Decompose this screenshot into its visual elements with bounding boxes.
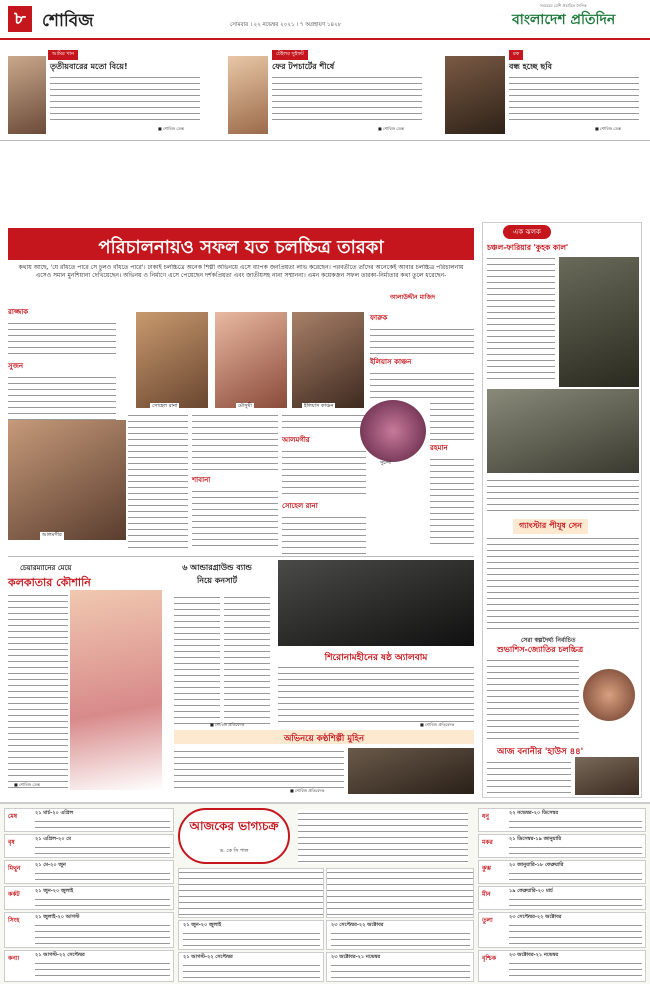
suchanda-photo bbox=[360, 400, 426, 462]
zodiac-box-10 bbox=[478, 834, 646, 858]
lead-author: আলাউদ্দীন মাজিদ bbox=[390, 294, 436, 301]
koushani-title: কলকাতার কৌশানি bbox=[8, 576, 91, 589]
house44-photo bbox=[575, 757, 639, 795]
zodiac-box-centre bbox=[326, 952, 474, 982]
zodiac-text bbox=[509, 844, 642, 855]
zodiac-date: ২৩ অক্টোবর-২১ নভেম্বর bbox=[331, 954, 381, 960]
rock-photo bbox=[445, 56, 505, 134]
photo-caption: আলমগীর bbox=[42, 532, 62, 538]
amir-photo bbox=[8, 56, 46, 134]
lead-intro: কথায় আছে, 'যে রাঁধতে পারে সে চুলও বাঁধতে পারে'। ঢাকাই চলচ্চিত্রে অনেক শিল্পী অভিনয়ে এসে ব্যাপক জনপ্রিয়তা লাভ করেছেন। পরবর্তীতে তাঁদের অনেকেই আবার চলচ্চিত্র পরিচালনায় এসেও সমান মুনশিয়ানা দেখিয়েছেন। অভিনয় ও নির্মাণে এসে পেয়েছেন দর্শকপ্রিয়তা এবং জাতীয়সহ নানা সম্মাননা। এমন কয়েকজন সফল তারকা-নির্মাতার কথা তুলে ধরেছেন- bbox=[18, 264, 464, 279]
shironamhin-title: শিরোনামহীনের ষষ্ঠ অ্যালবাম bbox=[324, 653, 428, 663]
photo-caption: সোহেল রানা bbox=[152, 403, 178, 409]
zodiac-text bbox=[331, 962, 470, 979]
zodiac-date: ২১ জুন-২০ জুলাই bbox=[183, 922, 222, 928]
story-tag: টেইলর সুইফট bbox=[272, 50, 308, 60]
zodiac-date: ২৩ সেপ্টেম্বর-২২ অক্টোবর bbox=[331, 922, 384, 928]
subhead: সুজন bbox=[8, 362, 24, 370]
kuhok-kal-photo bbox=[559, 257, 639, 387]
zodiac-date: ১৯ ফেব্রুয়ারি-২০ মার্চ bbox=[509, 888, 553, 894]
zodiac-date: ২১ এপ্রিল-২০ মে bbox=[35, 836, 72, 842]
sidebar-story4-body bbox=[487, 759, 571, 795]
zodiac-name: মেষ bbox=[8, 813, 18, 820]
sidebar-story3-sub: শুভাশিস-জ্যোতির চলচ্চিত্র bbox=[497, 645, 584, 654]
zodiac-text bbox=[35, 960, 170, 979]
photo-caption: মৌসুমী bbox=[238, 403, 252, 409]
zodiac-box-5 bbox=[4, 912, 174, 948]
story-title: ফের টপচার্টের শীর্ষে bbox=[272, 62, 335, 71]
top-story-rock bbox=[445, 50, 645, 135]
band-body-2 bbox=[224, 594, 270, 724]
horoscope-title-box bbox=[178, 808, 290, 864]
masthead: বাংলাদেশ প্রতিদিন bbox=[512, 12, 616, 28]
lead-col-5b bbox=[430, 400, 474, 550]
zodiac-text bbox=[35, 896, 170, 907]
masthead-tag: সবচেয়ে বেশি প্রচারিত দৈনিক bbox=[540, 3, 587, 8]
koushani-kicker: চেয়ারম্যানের মেয়ে bbox=[20, 564, 72, 572]
zodiac-date: ২১ মার্চ-২০ এপ্রিল bbox=[35, 810, 74, 816]
story-tag: আমির খান bbox=[48, 50, 78, 60]
lead-col-1 bbox=[8, 306, 116, 418]
subhead: রহমান bbox=[430, 444, 448, 452]
koushani-photo bbox=[70, 590, 162, 790]
story-body bbox=[509, 74, 639, 124]
zodiac-date: ২১ আগস্ট-২২ সেপ্টেম্বর bbox=[183, 954, 233, 960]
zodiac-box-11 bbox=[478, 860, 646, 884]
zodiac-text bbox=[183, 930, 320, 947]
lead-headline-band bbox=[8, 228, 474, 260]
zodiac-box-3 bbox=[4, 860, 174, 884]
zodiac-name: মকর bbox=[482, 839, 493, 846]
piyush-sen-photo bbox=[487, 389, 639, 473]
section-title: শোবিজ bbox=[42, 11, 94, 31]
zodiac-date: ২১ জুন-২০ জুলাই bbox=[35, 888, 74, 894]
top-story-taylor bbox=[228, 50, 428, 135]
photo-caption: ইলিয়াস কাঞ্চন bbox=[304, 403, 334, 409]
story-title: বন্ধ হচ্ছে ছবি bbox=[509, 62, 552, 71]
sidebar bbox=[482, 222, 642, 798]
zodiac-text bbox=[509, 818, 642, 829]
zodiac-name: মীন bbox=[482, 891, 491, 898]
photo-caption: সুচন্দা bbox=[380, 460, 392, 466]
top-story-amir bbox=[8, 50, 208, 135]
horoscope-column bbox=[326, 868, 474, 918]
zodiac-name: মিথুন bbox=[8, 865, 21, 872]
story-body bbox=[272, 74, 422, 124]
zodiac-text bbox=[35, 818, 170, 829]
band-body-1 bbox=[174, 594, 220, 724]
sidebar-badge: এক ঝলক bbox=[503, 225, 551, 239]
zodiac-date: ২১ জুলাই-২০ আগস্ট bbox=[35, 914, 80, 920]
koushani-byline: ■ শোবিজ ডেস্ক bbox=[14, 782, 40, 787]
page-number-box: ৮ bbox=[8, 6, 32, 32]
sidebar-story4-title: আজ বনানীর 'হাউস ৪৪' bbox=[497, 747, 584, 757]
subhead: সোহেল রানা bbox=[282, 502, 318, 510]
story-byline: ■ শোবিজ ডেস্ক bbox=[158, 126, 184, 131]
horoscope-author: ড. কে সি পাল bbox=[219, 848, 249, 854]
zodiac-date: ২২ নভেম্বর-২০ ডিসেম্বর bbox=[509, 810, 559, 816]
sohel-rana-photo bbox=[136, 312, 208, 408]
story-tag: রক bbox=[509, 50, 523, 60]
subhead: শাবানা bbox=[192, 476, 211, 484]
zodiac-name: ধনু bbox=[482, 813, 489, 820]
zodiac-text bbox=[35, 870, 170, 881]
sidebar-story1-title: চঞ্চল-ফারিয়ার 'কুহক কাল' bbox=[487, 243, 569, 252]
sidebar-story3-body bbox=[487, 657, 579, 743]
muhin-body bbox=[174, 748, 344, 792]
zodiac-box-8 bbox=[478, 950, 646, 982]
muhin-photo bbox=[348, 748, 474, 794]
zodiac-date: ২৩ অক্টোবর-২১ নভেম্বর bbox=[509, 952, 559, 958]
sidebar-story2-title: গ্যাংস্টার পীযূষ সেন bbox=[513, 519, 588, 534]
zodiac-name: কুম্ভ bbox=[482, 865, 491, 872]
mousumi-photo bbox=[215, 312, 287, 408]
zodiac-box-centre bbox=[326, 920, 474, 950]
horoscope-title: আজকের ভাগ্যচক্র bbox=[189, 819, 279, 833]
ilias-kanchan-photo bbox=[292, 312, 364, 408]
muhin-title-band bbox=[174, 730, 474, 744]
zodiac-box-centre bbox=[178, 952, 324, 982]
subhead: ইলিয়াস কাঞ্চন bbox=[370, 358, 412, 366]
story-title: তৃতীয়বারের মতো বিয়ে! bbox=[50, 62, 128, 71]
zodiac-name: বৃশ্চিক bbox=[482, 955, 497, 962]
zodiac-text bbox=[35, 844, 170, 855]
lead-headline: পরিচালনায়ও সফল যত চলচ্চিত্র তারকা bbox=[98, 237, 384, 258]
zodiac-name: তুলা bbox=[482, 917, 493, 924]
horoscope-intro bbox=[298, 810, 468, 864]
zodiac-box-centre bbox=[178, 920, 324, 950]
header-date: সোমবার । ২২ নভেম্বর ২০২১ । ৭ অগ্রহায়ণ ১৪২৮ bbox=[230, 22, 342, 28]
zodiac-box-2 bbox=[4, 834, 174, 858]
muhin-byline: ■ শোবিজ প্রতিবেদক bbox=[290, 788, 325, 793]
zodiac-text bbox=[509, 870, 642, 881]
zodiac-box-4 bbox=[4, 886, 174, 910]
story-byline: ■ শোবিজ ডেস্ক bbox=[378, 126, 404, 131]
sidebar-story3-title: সেরা স্বল্পদৈর্ঘ্য নির্বাচিত bbox=[521, 637, 576, 644]
story-body bbox=[50, 74, 200, 124]
zodiac-date: ২৩ সেপ্টেম্বর-২২ অক্টোবর bbox=[509, 914, 562, 920]
zodiac-text bbox=[35, 922, 170, 945]
zodiac-date: ২১ আগস্ট-২২ সেপ্টেম্বর bbox=[35, 952, 85, 958]
lead-col-3 bbox=[192, 412, 278, 552]
zodiac-name: কর্কট bbox=[8, 891, 20, 898]
taylor-photo bbox=[228, 56, 268, 134]
zodiac-text bbox=[509, 922, 642, 945]
alamgir-photo bbox=[8, 420, 126, 540]
band-byline: ■ শোবিজ প্রতিবেদক bbox=[210, 722, 245, 727]
zodiac-box-6 bbox=[4, 950, 174, 982]
story-byline: ■ শোবিজ ডেস্ক bbox=[595, 126, 621, 131]
zodiac-date: ২১ মে-২০ জুন bbox=[35, 862, 66, 868]
subhead: রাজ্জাক bbox=[8, 308, 29, 316]
sidebar-story1-tail bbox=[487, 477, 639, 511]
sidebar-story2-body bbox=[487, 535, 639, 631]
koushani-body bbox=[8, 592, 68, 792]
horoscope-column bbox=[178, 868, 324, 918]
zodiac-box-7 bbox=[478, 912, 646, 948]
zodiac-name: সিংহ bbox=[8, 917, 20, 924]
subhead: ফারুক bbox=[370, 314, 388, 322]
zodiac-text bbox=[183, 962, 320, 979]
zodiac-name: বৃষ bbox=[8, 839, 15, 846]
shironamhin-photo bbox=[278, 560, 474, 646]
shuvashis-photo bbox=[583, 669, 635, 721]
zodiac-box-9 bbox=[478, 808, 646, 832]
shironamhin-byline: ■ শোবিজ প্রতিবেদক bbox=[420, 722, 455, 727]
zodiac-text bbox=[509, 896, 642, 907]
zodiac-name: কন্যা bbox=[8, 955, 20, 962]
zodiac-date: ২০ জানুয়ারি-১৮ ফেব্রুয়ারি bbox=[509, 862, 564, 868]
muhin-title: অভিনয়ে কণ্ঠশিল্পী মুহিন bbox=[283, 734, 365, 744]
band-title: ৬ আন্ডারগ্রাউন্ড ব্যান্ড নিয়ে কনসার্ট bbox=[182, 563, 252, 585]
page-header bbox=[0, 0, 650, 40]
subhead: আলমগীর bbox=[282, 436, 310, 444]
lead-col-4 bbox=[282, 412, 366, 552]
zodiac-box-12 bbox=[478, 886, 646, 910]
zodiac-text bbox=[331, 930, 470, 947]
zodiac-text bbox=[509, 960, 642, 979]
sidebar-story1-body bbox=[487, 255, 555, 383]
lead-col-2 bbox=[128, 412, 188, 552]
zodiac-box-1 bbox=[4, 808, 174, 832]
shironamhin-body bbox=[278, 664, 474, 724]
zodiac-date: ২১ ডিসেম্বর-১৯ জানুয়ারি bbox=[509, 836, 562, 842]
